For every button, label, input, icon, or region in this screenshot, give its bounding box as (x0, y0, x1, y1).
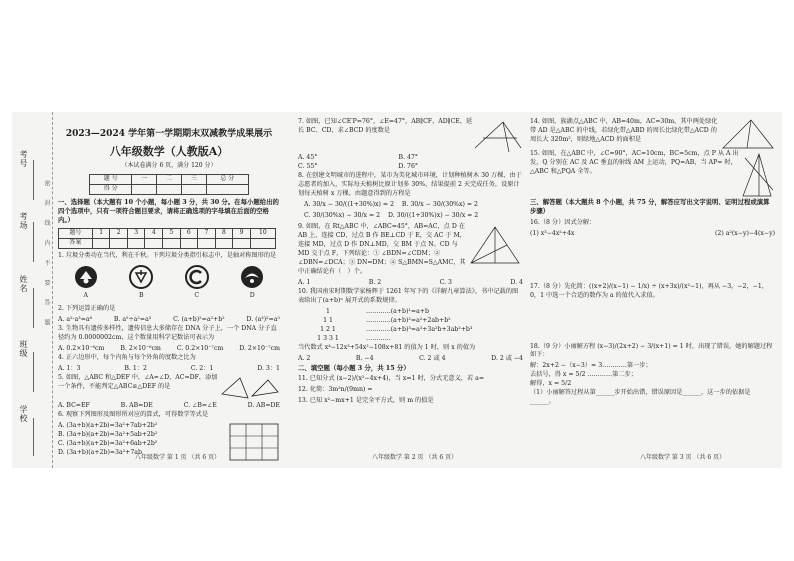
option: D. 3：1 (257, 365, 280, 373)
recycle-sign-a-icon (74, 265, 98, 289)
question-2: 2. 下列运算正确的是 (58, 305, 116, 313)
option: C. 2 或 4 (419, 354, 446, 362)
page-3-column (530, 118, 775, 407)
question-15: 15. 如图，在△ABC 中，∠C=90°，AC=10cm，BC=5cm，点 P 从 A 出发，Q 分别在 AC 及 AC 垂直的射线 AM 上运动，PQ=AB，当 AP= 时，△ABC 和△PQA 全等。 (530, 150, 739, 175)
option: D. 2 或 −4 (491, 354, 523, 362)
pascal-row: 1 2 1 (320, 325, 336, 333)
pascal-row: 1 1 (323, 316, 333, 324)
option: A. 1 (298, 278, 311, 286)
question-8-equations: A. 30/x − 30/((1+30%)x) = 2 B. 30/x − 30/(30%x) = 2 (304, 200, 478, 208)
option: B. (3a+b)(a+2b)=3a²+5ab+2b² (58, 431, 158, 439)
option: B. 2×10⁻⁶cm (120, 345, 161, 353)
option: D. 2×10⁻⁷cm (239, 345, 280, 353)
step: 解：2x+2 −（x−3）= 3…………第一步； (530, 362, 652, 370)
answer-space (530, 239, 775, 283)
section-3-heading: 三、解答题（本大题共 8 个小题，共 75 分，解答应写出文字说明、证明过程或演算步骤） (530, 198, 770, 216)
margin-blank-line (33, 160, 34, 200)
pascal-row: 1 (326, 307, 330, 315)
margin-label-exam-room: 考场 (19, 212, 28, 230)
score-header: 题 号 (90, 174, 132, 184)
answer-header: 7 (198, 228, 216, 238)
answer-cell (163, 238, 181, 248)
option: D. AB=DE (247, 402, 280, 410)
option-label: D (249, 292, 255, 300)
section-2-heading: 二、填空题（每小题 3 分，共 15 分） (298, 363, 410, 372)
question-7-options (298, 154, 418, 163)
option: C. 2：1 (190, 365, 214, 373)
margin-blank-line (33, 288, 34, 328)
option: C. ∠B=∠E (183, 402, 217, 410)
answer-space (530, 303, 775, 343)
option: A. a²·a³=a⁶ (58, 316, 93, 324)
angle-figure-icon (473, 118, 523, 154)
option: A. (3a+b)(a+2b)=3a²+7ab+2b² (58, 422, 158, 430)
question-10-sub: 当代数式 x⁴−12x³+54x²−108x+81 的值为 1 时，则 x 的值为 (298, 343, 476, 351)
exam-subject: 八年级数学（人教版A） (109, 145, 229, 159)
area-grid-figure-icon (228, 422, 280, 462)
question-9: 9. 如图，在 Rt△ABC 中，∠ABC=45°，AB=AC，点 D 在 AB 上，连接 CD，过点 B 作 BE⊥CD 于 E，交 AC 于 M，连接 MD，过点 D 作 DN⊥MD，交 BM 于点 N。CD 与 MD 交于点 F，下列结论：① ∠BDN=∠CDM；② ∠DBN=∠DCA；③ DN=DM；④ S△BMN=S△AMC，其中正确结论有（ ）个。 (298, 222, 466, 275)
option-c (185, 265, 209, 302)
option: D. (3a+b)(a+2b)=3a²+7ab (58, 449, 142, 457)
margin-label-name: 姓名 (19, 275, 28, 293)
answer-table (58, 228, 276, 249)
option: D. 4 (510, 278, 523, 286)
question-7-block (298, 118, 523, 154)
triangle-abc-figure-icon (721, 118, 775, 150)
recycle-sign-d-icon (240, 265, 264, 289)
recycle-sign-c-icon (185, 265, 209, 289)
question-14-block (530, 118, 775, 150)
answer-cell (198, 238, 216, 248)
margin-label-exam-number: 考号 (19, 150, 28, 168)
option: D. 76° (398, 162, 418, 170)
question-14: 14. 如图，族湖点△ABC 中，AB=40m，AC=30m，其中两处绿化带 AD 是△ABC 的中线，若绿化带△ABD 的周长比绿化带△ACD 的周长大 320m²，则绿地△ACD 的面积是 (530, 118, 718, 143)
question-16-parts (530, 230, 775, 239)
option: C. (a+b)²=a²+b² (173, 316, 225, 324)
answer-cell (145, 238, 163, 248)
question-12: 12. 化简：3m²n/(9mn) = (298, 385, 373, 393)
expansion: …………(a+b)³=a³+3a²b+3ab²+b³ (366, 325, 473, 333)
option: C. 3 (439, 278, 452, 286)
question-6: 6. 观察下列图形及图形所对应的算式，可得数学等式是 (58, 411, 209, 419)
exam-subnote: （本试卷满分 6 页，满分 120 分） (121, 161, 217, 169)
pascal-expansions (366, 308, 472, 344)
score-header: 总 分 (206, 174, 248, 184)
question-16: 16.（8 分）因式分解： (530, 218, 596, 226)
question-4: 4. 正六边形中，每个内角与每个外角的度数之比为 (58, 354, 196, 362)
score-cell (157, 184, 182, 194)
question-3: 3. 生物具有遗传多样性，遗传信息大多储存在 DNA 分子上，一个 DNA 分子直径约为 0.0000002cm，这个数量用科学记数法可表示为 (58, 325, 277, 342)
score-row-label: 得 分 (90, 184, 132, 194)
margin-label-class: 班级 (19, 340, 28, 358)
option: B. 2 (368, 278, 382, 286)
question-9-options (298, 279, 523, 288)
part: (1) x³−4x²+4x (530, 229, 575, 237)
option-label: A (83, 292, 88, 300)
page-3-footer: 八年级数学 第 3 页 （共 6 页） (640, 454, 726, 461)
question-5-block (58, 374, 280, 402)
margin-label-school: 学校 (19, 405, 28, 423)
answer-header: 8 (215, 228, 233, 238)
option: B. −4 (355, 354, 374, 362)
page-1-footer: 八年级数学 第 1 页 （共 6 页） (135, 454, 221, 461)
answer-header: 6 (180, 228, 198, 238)
margin-blank-line (33, 418, 34, 456)
step: 去括号，得 x = 5/2 …………第二步； (530, 371, 637, 379)
page-2-column (298, 118, 523, 408)
question-13: 13. 已知 x²−mx+1 是完全平方式，则 m 的值是 (298, 396, 434, 404)
option: B. 1：2 (124, 365, 147, 373)
answer-cell (233, 238, 251, 248)
margin-blank-line (33, 352, 34, 392)
question-15-block (530, 150, 775, 198)
right-triangle-figure-icon (467, 223, 523, 267)
answer-cell (92, 238, 110, 248)
answer-header: 题号 (59, 228, 93, 238)
question-10: 10. 我国南宋时期数学家杨辉于 1261 年写下的《详解九章算法》，书中记载的图表给出了(a+b)ⁿ 展开式的系数规律。 (298, 287, 519, 304)
part: (2) a²(x−y)−4(x−y) (714, 229, 775, 237)
option: A. 45° (298, 154, 318, 161)
score-header: 二 (157, 174, 182, 184)
margin-blank-line (33, 222, 34, 262)
page-2-footer: 八年级数学 第 2 页 （共 6 页） (372, 454, 458, 461)
answer-cell (110, 238, 128, 248)
score-header: 三 (181, 174, 206, 184)
answer-cell (180, 238, 198, 248)
question-9-block (298, 223, 523, 279)
answer-header: 4 (145, 228, 163, 238)
answer-header: 2 (110, 228, 128, 238)
option: C. (3a+b)(a+2b)=3a²+6ab+2b² (58, 440, 158, 448)
pascal-triangle (298, 308, 358, 344)
question-18: 18.（9 分）小丽解方程 (x−3)/(2x+2) − 3/(x+1) = 1 时，出现了错误，她的解题过程如下： (530, 342, 773, 359)
option: B. a⁵÷a²=a³ (113, 316, 152, 324)
pascal-row: 1 3 3 1 (317, 334, 339, 342)
option: C. 55° (298, 162, 318, 170)
recycle-sign-b-icon (129, 265, 153, 289)
section-1-heading: 一、选择题（本大题有 10 个小题，每小题 3 分，共 30 分。在每小题给出的四个选项中，只有一项符合题目要求，请将正确选项的字母填在后面的空格内。） (58, 197, 279, 225)
option-b (129, 265, 153, 302)
option: D. (a³)²=a⁵ (246, 316, 280, 324)
option: A. 2 (298, 354, 311, 362)
expansion: …………(a+b)²=a²+2ab+b² (366, 316, 451, 324)
answer-header: 3 (127, 228, 145, 238)
binding-warning: 密 封 线 内 不 要 答 题 (43, 180, 50, 332)
option: A. 0.2×10⁻⁶cm (58, 345, 105, 353)
answer-header: 1 (92, 228, 110, 238)
option-d (240, 265, 264, 302)
score-header: 一 (132, 174, 157, 184)
question-7-options-row2 (298, 163, 418, 172)
score-cell (132, 184, 157, 194)
option-label: B (138, 292, 144, 300)
step: 解得，x = 5/2 (530, 380, 572, 388)
answer-header: 5 (163, 228, 181, 238)
expansion: …………(a+b)¹=a+b (366, 307, 429, 315)
question-1: 1. 垃圾分类功在当代，利在千秋。下列垃圾分类指引标志中，是轴对称图形的是 (58, 251, 277, 259)
right-angle-figure-icon (739, 150, 775, 198)
option: B. AB=DE (120, 402, 153, 410)
option: C. 0.2×10⁻⁷cm (176, 345, 224, 353)
answer-cell (215, 238, 233, 248)
answer-cell (127, 238, 145, 248)
question-8-equations-row2: C. 30/(30%x) − 30/x = 2 D. 30/((1+30%)x) − 30/x = 2 (304, 211, 479, 219)
answer-cell (250, 238, 275, 248)
recycling-icons-row (58, 265, 280, 302)
score-cell (206, 184, 248, 194)
question-17: 17.（8 分）先化简：((x+2)/(x−1) − 1/x) ÷ (x+3x)/(x²−1)，再从 −3，−2，−1，0，1 中选一个合适的数作为 a 的值代入求值。 (530, 282, 768, 299)
option-a (74, 265, 98, 302)
expansion: ………… (366, 334, 391, 342)
question-8: 8. 在创建文明城市的进程中，某市为美化城市环境，计划种植树木 30 万棵，由于志愿者的加入，实际每天植树比原计划多 30%，结果提前 2 天完成任务，设原计划每天植树 x 万棵，由题意得到的方程是 (298, 171, 522, 197)
page-1-column (58, 118, 280, 462)
question-10-options (298, 355, 523, 364)
question-7: 7. 如图，已知∠CE′P=76°，∠E=47°，AB∥CF，AD∥CE，延长 BC、CD，求∠BCD 的度数是 (298, 118, 473, 134)
question-5-options (58, 402, 280, 411)
answer-header: 9 (233, 228, 251, 238)
exam-title: 2023—2024 学年第一学期期末双减教学成果展示 (65, 129, 273, 139)
answer-row-label: 答案 (59, 238, 93, 248)
option: A. BC=EF (58, 402, 90, 410)
question-11: 11. 已知分式 (x−2)/(x²−4x+4)，当 x=1 时，分式无意义，若 a= (298, 374, 485, 382)
step: （1）小丽解答过程从第______步开始出错，错误原因是______，这一步的依据是______。 (530, 389, 751, 406)
option: B. 47° (398, 154, 418, 161)
question-18-steps (530, 362, 775, 407)
option: A. 1：3 (58, 365, 81, 373)
question-4-options (58, 365, 280, 374)
answer-header: 10 (250, 228, 275, 238)
option-label: C (194, 292, 200, 300)
score-cell (181, 184, 206, 194)
triangles-figure-icon (220, 374, 280, 402)
question-5: 5. 如图，△ABC 和△DEF 中，∠A=∠D，AC=DF，添加一个条件，不能判定△ABC≌△DEF 的是 (58, 374, 218, 391)
score-table (89, 174, 249, 195)
pascal-triangle-block (298, 308, 523, 344)
